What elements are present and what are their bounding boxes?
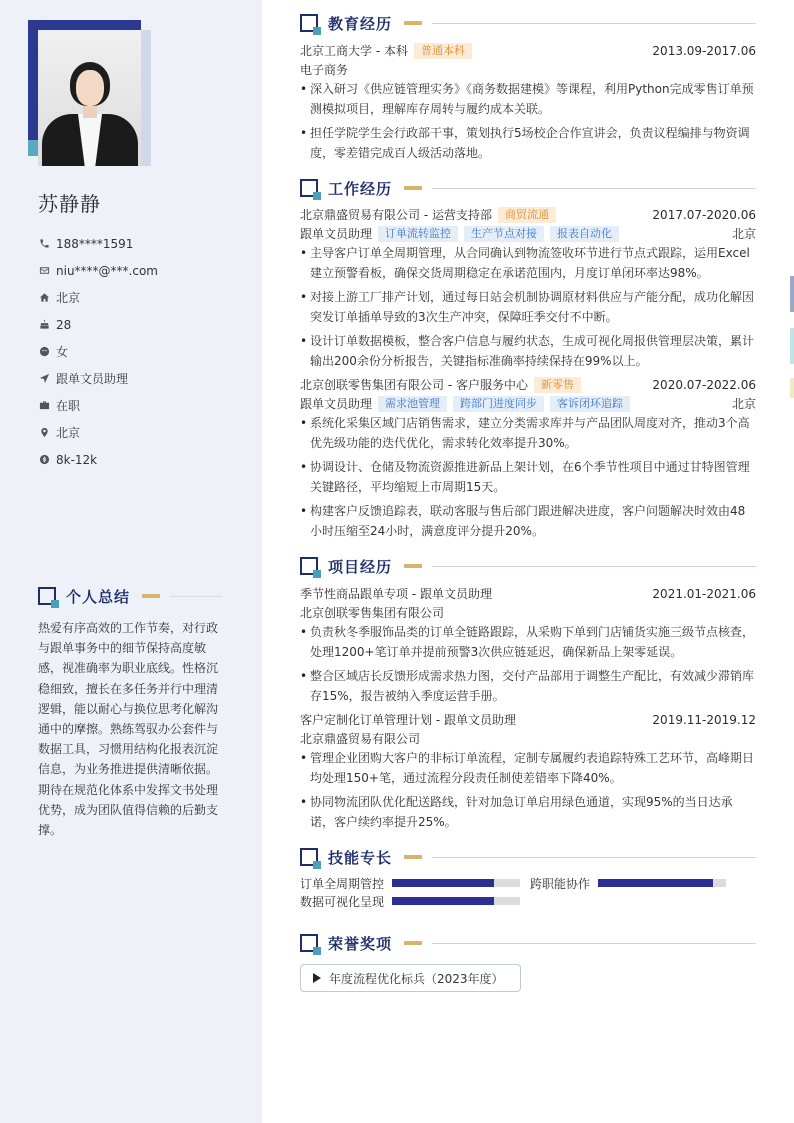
work-section [300,177,756,541]
money-icon [38,454,50,466]
education-section [300,12,756,163]
project-name: 季节性商品跟单专项 - 跟单文员助理 [300,587,492,601]
section-square-icon [38,587,56,605]
edge-marker-gold [790,378,794,398]
edge-marker-teal [790,328,794,364]
job-period: 2017.07-2020.06 [652,207,756,222]
job-entry [300,205,756,371]
list-item: • 协调设计、仓储及物流资源推进新品上架计划，在6个季节性项目中通过甘特图管理关键路径，平均缩短上市周期15天。 [300,457,756,497]
section-square-icon [300,848,318,866]
age-row [38,311,158,338]
position-text: 跟单文员助理 [56,372,129,386]
salary-row [38,446,158,473]
mail-icon [38,265,50,277]
project-period: 2021.01-2021.06 [652,586,756,601]
city-text: 北京 [56,426,81,440]
list-item: • 构建客户反馈追踪表，联动客服与售后部门跟进解决进度，客户问题解决时效由48小时压缩至24小时，满意度评分提升20%。 [300,501,756,541]
list-item: • 设计订单数据模板，整合客户信息与履约状态，生成可视化周报供管理层决策，累计输出200余份分析报告，关键指标准确率持续保持在99%以上。 [300,331,756,371]
job-header [300,375,756,394]
list-item: • 系统化采集区域门店销售需求，建立分类需求库并与产品团队周度对齐，推动3个高优先级功能的迭代优化，需求转化效率提升30%。 [300,413,756,453]
project-period: 2019.11-2019.12 [652,712,756,727]
skill-item [300,874,520,892]
email-row [38,257,158,284]
degree-tag: 普通本科 [414,43,472,59]
education-bullets [300,79,756,163]
phone-row [38,230,158,257]
job-city: 北京 [731,227,756,241]
main-content [300,12,756,992]
phone-text: 188****1591 [56,236,134,251]
candidate-name: 苏静静 [38,192,101,216]
section-accent-bar [404,186,422,190]
awards-title: 荣誉奖项 [328,934,393,953]
skill-item [530,874,726,892]
project-org-row [300,603,756,622]
skill-bar [598,879,726,887]
section-square-icon [300,934,318,952]
job-role: 跟单文员助理 [300,397,373,411]
section-divider [432,23,756,24]
list-item: • 主导客户订单全周期管理，从合同确认到物流签收环节进行节点式跟踪，运用Excel建立预警看板，确保交货周期稳定在承诺范围内，月度订单闭环率达98%。 [300,243,756,283]
skill-item [300,892,746,910]
skill-tag: 需求池管理 [378,396,447,412]
project-org: 北京鼎盛贸易有限公司 [300,732,421,746]
list-item: • 协同物流团队优化配送路线，针对加急订单启用绿色通道，实现95%的当日达承诺，客户续约率提升25%。 [300,792,756,832]
list-item: • 管理企业团购大客户的非标订单流程，定制专属履约表追踪特殊工艺环节，高峰期日均处理150+笔，通过流程分段责任制使差错率下降40%。 [300,748,756,788]
major-row [300,60,756,79]
skills-header [300,846,756,868]
position-row [38,365,158,392]
section-accent-bar [404,855,422,859]
status-row [38,392,158,419]
awards-section [300,932,756,992]
section-divider [170,596,222,597]
email-text: niu****@***.com [56,263,158,278]
briefcase-icon [38,400,50,412]
skill-tag: 报表自动化 [550,226,619,242]
education-title: 教育经历 [328,14,393,33]
awards-header [300,932,756,954]
project-org: 北京创联零售集团有限公司 [300,606,445,620]
summary-section [38,585,222,840]
project-bullets [300,622,756,706]
project-entry [300,584,756,706]
skill-name: 数据可视化呈现 [300,894,385,909]
play-triangle-icon [313,973,321,983]
gender-text: 女 [56,345,69,359]
job-role-row [300,224,756,243]
skills-list [300,874,756,910]
city-row [38,419,158,446]
phone-icon [38,238,50,250]
company-name: 北京创联零售集团有限公司 - 客户服务中心 [300,378,528,392]
project-header [300,584,756,603]
projects-title: 项目经历 [328,557,393,576]
photo-frame-accent [28,140,38,156]
skill-bar-fill [392,897,494,905]
industry-tag: 商贸流通 [498,207,556,223]
award-text: 年度流程优化标兵（2023年度） [329,971,504,986]
skill-tag: 生产节点对接 [464,226,544,242]
skill-bar-fill [392,879,494,887]
send-icon [38,373,50,385]
section-square-icon [300,14,318,32]
job-period: 2020.07-2022.06 [652,377,756,392]
project-entry [300,710,756,832]
company-name: 北京鼎盛贸易有限公司 - 运营支持部 [300,208,492,222]
summary-title: 个人总结 [66,587,131,606]
skill-tag: 跨部门进度同步 [453,396,544,412]
job-role: 跟单文员助理 [300,227,373,241]
section-accent-bar [404,941,422,945]
project-org-row [300,729,756,748]
project-bullets [300,748,756,832]
cake-icon [38,319,50,331]
list-item: • 担任学院学生会行政部干事，策划执行5场校企合作宣讲会，负责议程编排与物资调度，零差错完成百人级活动落地。 [300,123,756,163]
section-accent-bar [404,564,422,568]
section-square-icon [300,179,318,197]
location-row [38,284,158,311]
status-text: 在职 [56,399,81,413]
industry-tag: 新零售 [534,377,581,393]
job-entry [300,375,756,541]
person-face-icon [38,346,50,358]
skills-title: 技能专长 [328,848,393,867]
edge-marker-navy [790,276,794,312]
salary-text: 8k-12k [56,452,98,467]
sidebar [0,0,262,1123]
home-icon [38,292,50,304]
map-pin-icon [38,427,50,439]
skill-name: 订单全周期管控 [300,876,385,891]
age-text: 28 [56,317,72,332]
skill-name: 跨职能协作 [530,876,591,891]
section-divider [432,943,756,944]
section-divider [432,188,756,189]
list-item: • 对接上游工厂排产计划，通过每日站会机制协调原材料供应与产能分配，成功化解因突发订单插单导致的3次生产冲突，保障旺季交付不中断。 [300,287,756,327]
skill-bar [392,879,520,887]
location-text: 北京 [56,291,81,305]
school-name: 北京工商大学 - 本科 [300,44,408,58]
job-header [300,205,756,224]
list-item: • 整合区域店长反馈形成需求热力图，交付产品部用于调整生产配比，有效减少滞销库存15%，报告被纳入季度运营手册。 [300,666,756,706]
projects-section [300,555,756,832]
job-city: 北京 [731,397,756,411]
skill-bar [392,897,520,905]
project-name: 客户定制化订单管理计划 - 跟单文员助理 [300,713,516,727]
education-header [300,12,756,34]
section-accent-bar [142,594,160,598]
projects-header [300,555,756,577]
section-accent-bar [404,21,422,25]
skill-tag: 客诉闭环追踪 [550,396,630,412]
award-chip [300,964,521,992]
skill-tag: 订单流转监控 [378,226,458,242]
education-row [300,41,756,60]
section-divider [432,566,756,567]
job-role-row [300,394,756,413]
skills-section [300,846,756,910]
job-bullets [300,413,756,541]
gender-row [38,338,158,365]
list-item: • 深入研习《供应链管理实务》《商务数据建模》等课程，利用Python完成零售订单预测模拟项目，理解库存周转与履约成本关联。 [300,79,756,119]
major: 电子商务 [300,63,349,77]
education-period: 2013.09-2017.06 [652,43,756,58]
awards-list [300,964,756,992]
skill-bar-fill [598,879,713,887]
list-item: • 负责秋冬季服饰品类的订单全链路跟踪，从采购下单到门店铺货实施三级节点核查，处理1200+笔订单并提前预警3次供应链延迟，确保新品上架零延误。 [300,622,756,662]
contact-info [38,230,158,473]
avatar [38,30,141,166]
job-bullets [300,243,756,371]
work-header [300,177,756,199]
section-square-icon [300,557,318,575]
project-header [300,710,756,729]
summary-text: 热爱有序高效的工作节奏，对行政与跟单事务中的细节保持高度敏感，视准确率为职业底线。性格沉稳细致，擅长在多任务并行中理清逻辑，能以耐心与换位思考化解沟通中的摩擦。熟练驾驭办公套件与数据工具，习惯用结构化报表沉淀信息，为业务推进提供清晰依据。期待在规范化体系中发挥文书处理优势，成为团队值得信赖的后勤支撑。 [38,621,219,838]
work-title: 工作经历 [328,179,393,198]
summary-header [38,585,222,607]
section-divider [432,857,756,858]
